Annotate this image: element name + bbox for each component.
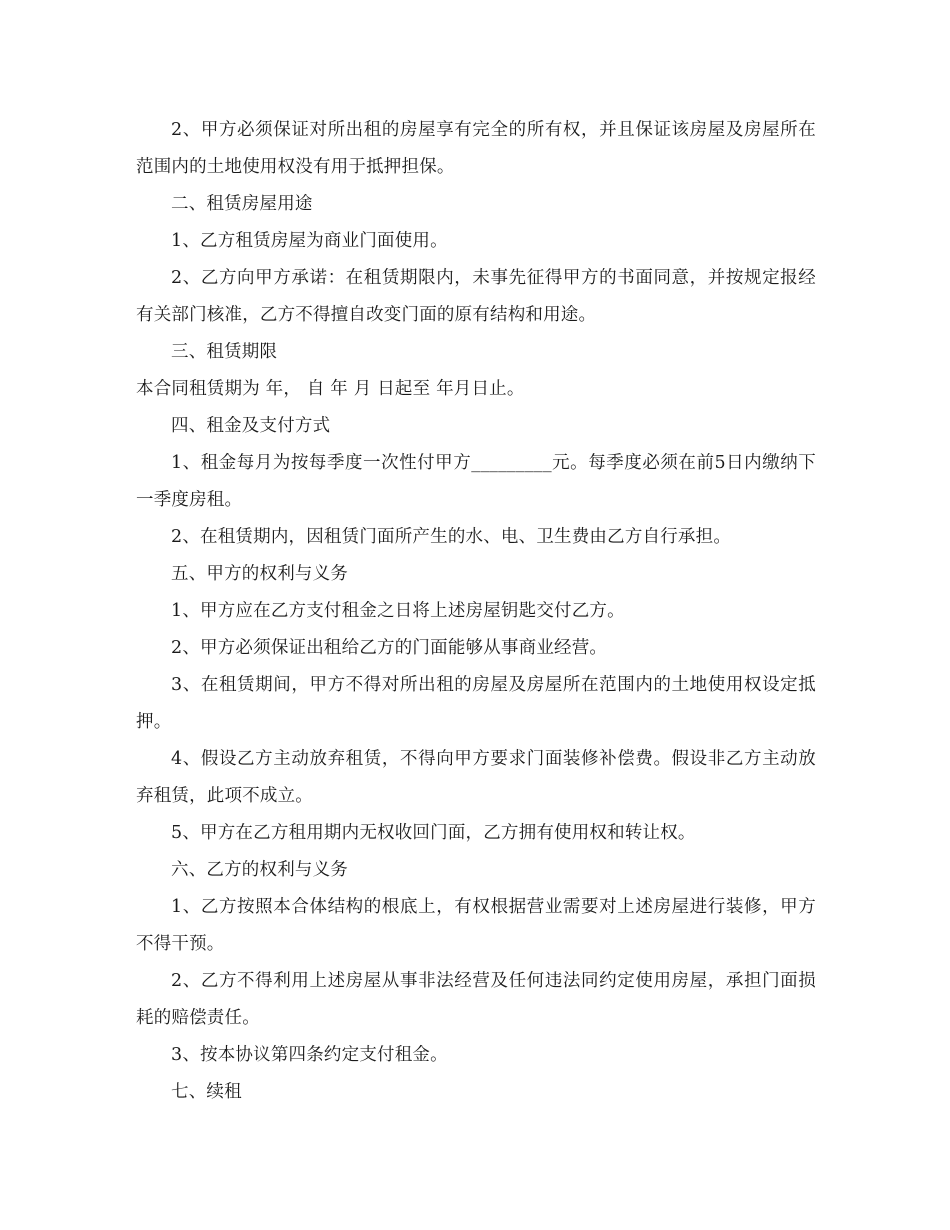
paragraph-3: 1、乙方租赁房屋为商业门面使用。 [171, 231, 448, 251]
section-heading-2: 二、租赁房屋用途 [171, 194, 313, 214]
paragraph-18: 2、乙方不得利用上述房屋从事非法经营及任何违法同约定使用房屋，承担门面损耗的赔偿责任。 [136, 971, 816, 1028]
paragraph-13: 3、在租赁期间，甲方不得对所出租的房屋及房屋所在范围内的土地使用权设定抵押。 [136, 675, 816, 732]
paragraph-11: 1、甲方应在乙方支付租金之日将上述房屋钥匙交付乙方。 [171, 601, 625, 621]
section-heading-20: 七、续租 [171, 1082, 242, 1102]
document-body [136, 112, 816, 1111]
paragraph-1: 2、甲方必须保证对所出租的房屋享有完全的所有权，并且保证该房屋及房屋所在范围内的土地使用权没有用于抵押担保。 [136, 120, 816, 177]
paragraph-19: 3、按本协议第四条约定支付租金。 [171, 1045, 448, 1065]
paragraph-8: 1、租金每月为按每季度一次性付甲方_________元。每季度必须在前5日内缴纳下一季度房租。 [136, 453, 816, 510]
paragraph-6: 本合同租赁期为 年， 自 年 月 日起至 年月日止。 [136, 379, 525, 399]
paragraph-17: 1、乙方按照本合体结构的根底上，有权根据营业需要对上述房屋进行装修，甲方不得干预。 [136, 897, 816, 954]
paragraph-9: 2、在租赁期内，因租赁门面所产生的水、电、卫生费由乙方自行承担。 [171, 527, 732, 547]
paragraph-4: 2、乙方向甲方承诺：在租赁期限内，未事先征得甲方的书面同意，并按规定报经有关部门核准，乙方不得擅自改变门面的原有结构和用途。 [136, 268, 816, 325]
section-heading-16: 六、乙方的权利与义务 [171, 860, 348, 880]
paragraph-15: 5、甲方在乙方租用期内无权收回门面，乙方拥有使用权和转让权。 [171, 823, 696, 843]
paragraph-12: 2、甲方必须保证出租给乙方的门面能够从事商业经营。 [171, 638, 608, 658]
section-heading-10: 五、甲方的权利与义务 [171, 564, 348, 584]
paragraph-14: 4、假设乙方主动放弃租赁，不得向甲方要求门面装修补偿费。假设非乙方主动放弃租赁，此项不成立。 [136, 749, 816, 806]
section-heading-7: 四、租金及支付方式 [171, 416, 331, 436]
section-heading-5: 三、租赁期限 [171, 342, 278, 362]
